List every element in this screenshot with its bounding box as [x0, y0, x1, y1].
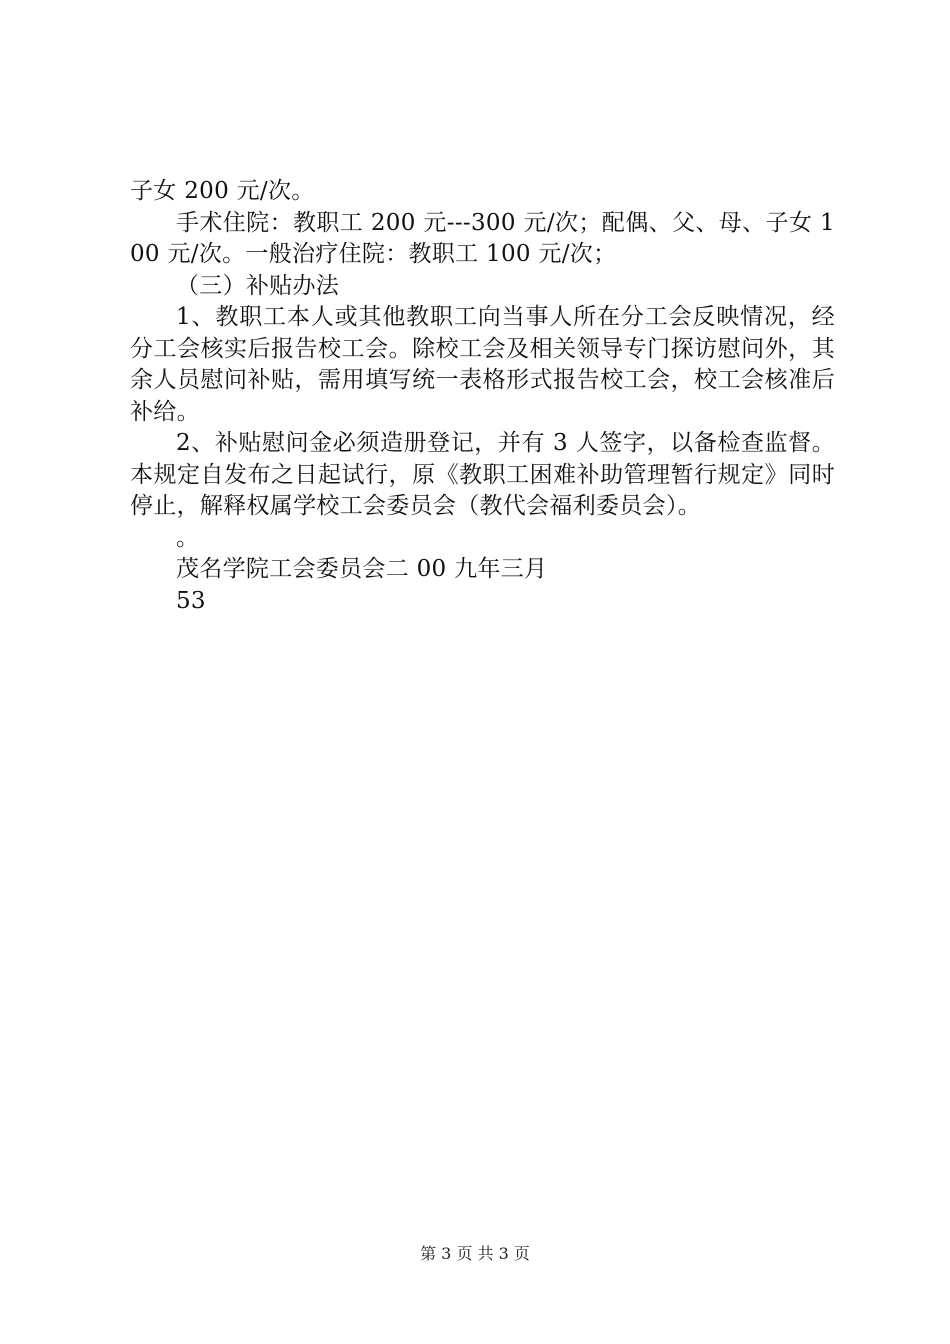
paragraph-period-mark: 。: [176, 524, 200, 551]
document-body: [130, 176, 835, 617]
paragraph-children-rate: 子女 200 元/次。: [130, 178, 315, 204]
page-footer: 第 3 页 共 3 页: [420, 1244, 530, 1263]
signature-line: 茂名学院工会委员会二 00 九年三月: [176, 556, 548, 582]
paragraph-rule-1: 1、教职工本人或其他教职工向当事人所在分工会反映情况，经分工会核实后报告校工会。除校工会及相关领导专门探访慰问外，其余人员慰问补贴，需用填写统一表格形式报告校工会，校工会核准后补给。: [130, 304, 835, 425]
paragraph-rule-2: 2、补贴慰问金必须造册登记，并有 3 人签字，以备检查监督。本规定自发布之日起试行，原《教职工困难补助管理暂行规定》同时停止，解释权属学校工会委员会（教代会福利委员会）。: [130, 430, 835, 519]
trailing-number: 53: [176, 587, 206, 614]
paragraph-surgery-rate: 手术住院：教职工 200 元---300 元/次；配偶、父、母、子女 100 元/次。一般治疗住院：教职工 100 元/次；: [130, 209, 835, 267]
section-heading-subsidy-method: （三）补贴办法: [176, 272, 340, 299]
